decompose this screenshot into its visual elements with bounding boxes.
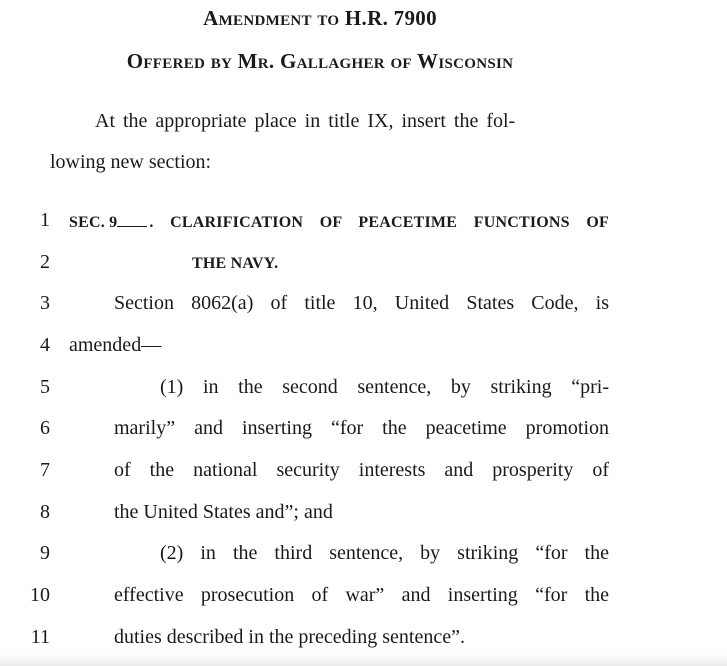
text-line: Section 8062(a) of title 10, United States Code, is (114, 292, 609, 314)
section-heading-text: . CLARIFICATION OF PEACETIME FUNCTIONS OF (149, 214, 609, 231)
text-line: duties described in the preceding sentence”. (114, 626, 465, 648)
line-number: 2 (40, 251, 50, 273)
line-number: 8 (40, 501, 50, 523)
text-line: (2) in the third sentence, by striking “for the (160, 542, 609, 564)
line-number: 5 (40, 376, 50, 398)
section-number-blank (117, 212, 147, 227)
line-number: 11 (30, 626, 50, 648)
line-number: 9 (40, 542, 50, 564)
document-title: Amendment to H.R. 7900 (203, 6, 437, 30)
intro-line-1: At the appropriate place in title IX, insert the fol- (95, 110, 516, 132)
document-subtitle: Offered by Mr. Gallagher of Wisconsin (126, 49, 514, 73)
section-prefix: SEC. 9 (69, 214, 118, 231)
line-number: 10 (30, 584, 50, 606)
line-number: 3 (40, 292, 50, 314)
line-number: 6 (40, 417, 50, 439)
line-number: 1 (40, 209, 50, 231)
section-heading-continued: THE NAVY. (192, 255, 279, 272)
text-line: the United States and”; and (114, 501, 333, 523)
line-number: 7 (40, 459, 50, 481)
page-edge-shadow (0, 654, 727, 666)
text-line: effective prosecution of war” and inserting “for the (114, 584, 609, 606)
text-line: amended— (69, 334, 162, 356)
text-line: of the national security interests and prosperity of (114, 459, 609, 481)
section-heading (69, 212, 609, 232)
line-number: 4 (40, 334, 50, 356)
intro-line-2: lowing new section: (50, 151, 212, 173)
text-line: marily” and inserting “for the peacetime promotion (114, 417, 609, 439)
text-line: (1) in the second sentence, by striking “pri- (160, 376, 609, 398)
